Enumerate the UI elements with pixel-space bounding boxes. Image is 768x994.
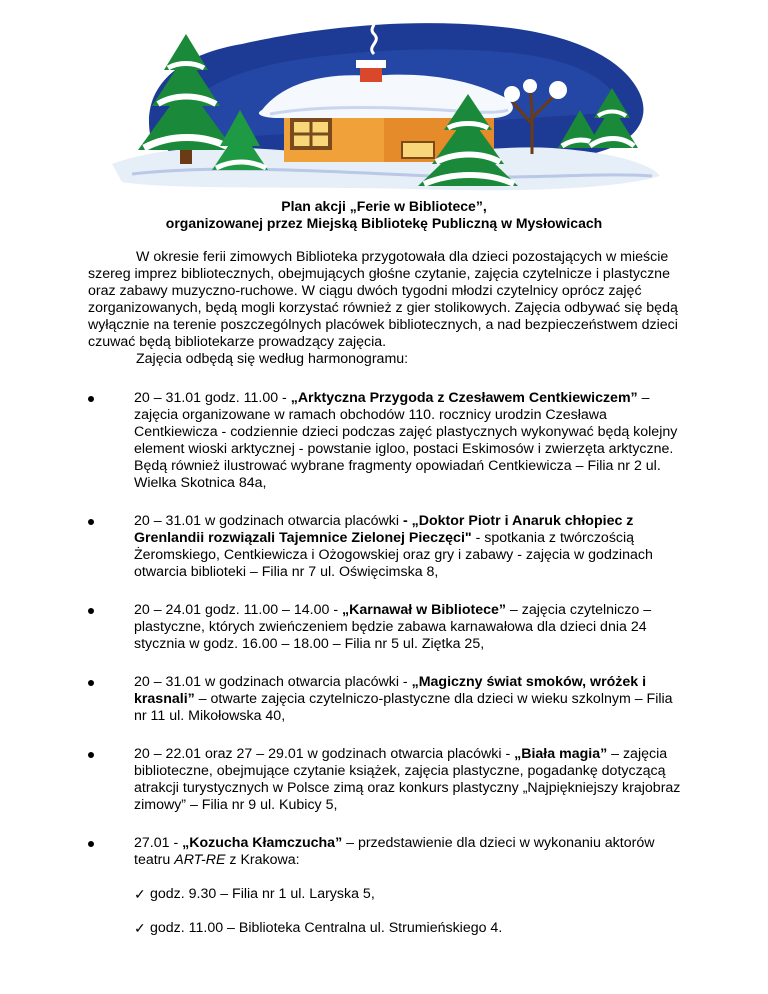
intro-paragraph: W okresie ferii zimowych Biblioteka przygotowała dla dzieci pozostających w mieście szereg imprez bibliotecznych, obejmujących głośne czytanie, zajęcia czytelnicze i plastyczne oraz zabawy muzyczno-ruchowe. W ciągu dwóch tygodni młodzi czytelnicy oprócz zajęć zorganizowanych, będą mogli korzystać również z gier stolikowych. Zajęcia odbywać się będą wyłącznie na terenie poszczególnych placówek bibliotecznych, a nad bezpieczeństwem dzieci czuwać będą bibliotekarze prowadzący zajęcia.: [88, 249, 678, 350]
event-description: – zajęcia organizowane w ramach obchodów 110. rocznicy urodzin Czesława Centkiewicza - codziennie dzieci podczas zajęć plastycznych wykonywać będą kolejny element wioski arktycznej - powstanie igloo, postaci Eskimosów i zwierzęta arktyczne. Będą również ilustrować wybrane fragmenty opowiadań Centkiewicza – Filia nr 2 ul. Wielka Skotnica 84a,: [134, 390, 678, 491]
event-title: „Magiczny świat smoków, wróżek i krasnali”: [134, 674, 647, 707]
event-description: – otwarte zajęcia czytelniczo-plastyczne dla dzieci w wieku szkolnym – Filia nr 11 ul. Mikołowska 40,: [134, 691, 673, 724]
event-title: „Biała magia”: [514, 746, 608, 762]
checkmark-icon: ✓: [134, 886, 146, 902]
bullet-icon: [88, 396, 94, 402]
event-description: – zajęcia czytelniczo – plastyczne, których zwieńczeniem będzie zabawa karnawałowa dla dzieci dnia 24 stycznia w godz. 16.00 – 18.00 – Filia nr 5 ul. Ziętka 25,: [134, 602, 652, 652]
event-description: - spotkania z twórczością Żeromskiego, Centkiewicza i Ożogowskiej oraz gry i zabawy - zajęcia w godzinach otwarcia biblioteki – Filia nr 7 ul. Oświęcimska 8,: [134, 530, 653, 580]
list-item: [88, 602, 688, 653]
list-item: [88, 746, 688, 814]
event-date: 20 – 22.01 oraz 27 – 29.01 w godzinach otwarcia placówki -: [134, 746, 515, 762]
showtime-list: [134, 886, 688, 937]
event-title: „Arktyczna Przygoda z Czesławem Centkiewiczem”: [290, 390, 638, 406]
event-date: 20 – 24.01 godz. 11.00 – 14.00 -: [134, 602, 342, 618]
event-date: 20 – 31.01 w godzinach otwarcia placówki -: [134, 674, 412, 690]
event-date: 20 – 31.01 godz. 11.00 -: [134, 390, 291, 406]
bullet-icon: [88, 841, 94, 847]
title-line-2: organizowanej przez Miejską Bibliotekę Publiczną w Mysłowicach: [165, 215, 603, 231]
event-title: - „Doktor Piotr i Anaruk chłopiec z Grenlandii rozwiązali Tajemnice Zielonej Pieczęci": [134, 513, 634, 546]
showtime-item: [134, 920, 688, 937]
bullet-icon: [88, 752, 94, 758]
event-title: „Kozucha Kłamczucha”: [182, 835, 343, 851]
bullet-icon: [88, 608, 94, 614]
event-date: 27.01 -: [134, 835, 183, 851]
list-item: [88, 835, 688, 937]
theatre-name: ART-RE: [174, 852, 226, 868]
showtime-text: godz. 11.00 – Biblioteka Centralna ul. Strumieńskiego 4.: [150, 920, 503, 936]
schedule-intro: Zajęcia odbędą się według harmonogramu:: [136, 351, 409, 367]
list-item: [88, 390, 688, 492]
list-item: [88, 674, 688, 725]
bullet-icon: [88, 519, 94, 525]
title-line-1: Plan akcji „Ferie w Bibliotece”,: [281, 198, 487, 214]
event-description-end: z Krakowa:: [225, 852, 300, 868]
event-description: – przedstawienie dla dzieci w wykonaniu aktorów teatru: [134, 835, 655, 868]
showtime-item: [134, 886, 688, 903]
intro-section: [88, 249, 688, 368]
winter-cottage-illustration: [112, 14, 660, 194]
list-item: [88, 513, 688, 581]
bullet-icon: [88, 680, 94, 686]
showtime-text: godz. 9.30 – Filia nr 1 ul. Laryska 5,: [150, 886, 375, 902]
event-date: 20 – 31.01 w godzinach otwarcia placówki: [134, 513, 403, 529]
checkmark-icon: ✓: [134, 920, 146, 936]
event-title: „Karnawał w Bibliotece”: [341, 602, 506, 618]
event-description: – zajęcia biblioteczne, obejmujące czytanie książek, zajęcia plastyczne, pogadankę dotyczącą atrakcji turystycznych w Polsce zimą oraz konkurs plastyczny „Najpiękniejszy krajobraz zimowy” – Filia nr 9 ul. Kubicy 5,: [134, 746, 681, 813]
event-list: [88, 390, 688, 937]
page-title: [0, 198, 768, 232]
